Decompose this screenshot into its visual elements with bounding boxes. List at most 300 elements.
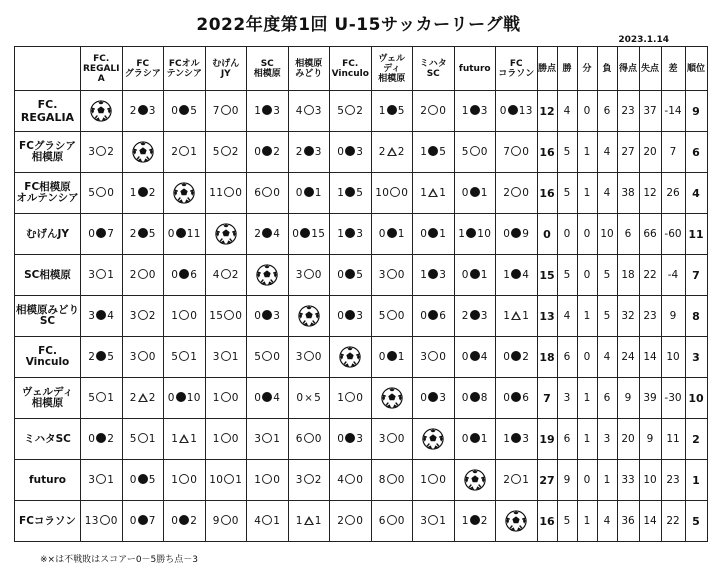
- win-mark: [345, 392, 355, 402]
- goals-against: 3: [522, 433, 530, 445]
- goals-for: 0: [503, 392, 511, 404]
- self-match-cell: [122, 132, 164, 173]
- goals-for: 3: [295, 351, 303, 363]
- stat-cell-分: 1: [577, 501, 597, 542]
- team-name-line: 相模原: [31, 397, 64, 409]
- goals-against: 2: [273, 146, 281, 158]
- goals-against: 0: [231, 392, 239, 404]
- loss-mark: [470, 515, 480, 525]
- win-mark: [221, 269, 231, 279]
- stat-cell-失点: 12: [639, 173, 661, 214]
- score-cell: [454, 255, 496, 296]
- win-mark: [179, 351, 189, 361]
- score-cell: [205, 378, 247, 419]
- column-header-line: コラソン: [498, 68, 535, 79]
- stat-cell-負: 6: [597, 378, 617, 419]
- goals-against: 3: [148, 105, 156, 117]
- goals-for: 1: [420, 269, 428, 281]
- score-cell: [330, 460, 372, 501]
- goals-for: 9: [212, 515, 220, 527]
- goals-against: 2: [190, 515, 198, 527]
- win-mark: [304, 269, 314, 279]
- score-cell: [288, 378, 330, 419]
- win-mark: [179, 474, 189, 484]
- goals-for: 0: [461, 269, 469, 281]
- goals-against: 1: [439, 228, 447, 240]
- stat-cell-失点: 14: [639, 501, 661, 542]
- goals-for: 5: [378, 310, 386, 322]
- stat-cell-負: 3: [597, 419, 617, 460]
- team-name-line: FCコラソン: [19, 514, 76, 527]
- draw-mark: [304, 516, 314, 525]
- goals-against: 1: [314, 515, 322, 527]
- goals-for: 0: [129, 515, 137, 527]
- goals-against: 0: [190, 474, 198, 486]
- win-mark: [428, 105, 438, 115]
- score-cell: [247, 214, 289, 255]
- loss-mark: [96, 310, 106, 320]
- team-name-line: ミハタSC: [24, 432, 71, 445]
- goals-for: 1: [171, 474, 179, 486]
- self-match-cell: [81, 91, 123, 132]
- loss-mark: [96, 228, 106, 238]
- goals-for: 4: [295, 105, 303, 117]
- loss-mark: [470, 187, 480, 197]
- team-name-line: FC.: [37, 98, 58, 111]
- goals-for: 0: [337, 433, 345, 445]
- stat-cell-差: 9: [661, 296, 685, 337]
- loss-mark: [179, 269, 189, 279]
- stat-cell-順位: 5: [685, 501, 707, 542]
- goals-for: 0: [171, 515, 179, 527]
- stat-cell-分: 1: [577, 296, 597, 337]
- goals-for: 1: [171, 310, 179, 322]
- column-header-line: ミハタ: [419, 58, 447, 69]
- loss-mark: [138, 105, 148, 115]
- goals-for: 0: [254, 146, 262, 158]
- loss-mark: [511, 269, 521, 279]
- team-name-cell: [15, 501, 81, 542]
- goals-for: 2: [129, 228, 137, 240]
- goals-for: 0: [167, 392, 175, 404]
- win-mark: [470, 146, 480, 156]
- score-cell: [496, 214, 538, 255]
- stat-cell-順位: 1: [685, 460, 707, 501]
- stat-cell-得点: 27: [617, 132, 639, 173]
- loss-mark: [387, 105, 397, 115]
- goals-for: 3: [420, 515, 428, 527]
- goals-against: 3: [480, 310, 488, 322]
- goals-against: 2: [522, 351, 530, 363]
- goals-against: 4: [273, 392, 281, 404]
- loss-mark: [138, 474, 148, 484]
- goals-for: 5: [88, 187, 96, 199]
- stat-cell-勝点: 16: [537, 173, 557, 214]
- score-cell: [371, 214, 413, 255]
- team-name-line: FC相模原: [24, 181, 71, 193]
- score-cell: [371, 132, 413, 173]
- column-header-7: [330, 47, 372, 91]
- goals-for: 0: [503, 228, 511, 240]
- goals-against: 5: [148, 228, 156, 240]
- self-match-cell: [164, 173, 206, 214]
- column-header-line: FC.: [342, 58, 359, 69]
- corner-cell: [15, 47, 81, 91]
- score-cell: [330, 132, 372, 173]
- goals-against: 2: [356, 105, 364, 117]
- soccer-ball-icon: [132, 141, 154, 163]
- goals-for: 2: [337, 515, 345, 527]
- team-name-cell: [15, 91, 81, 132]
- goals-for: 5: [212, 146, 220, 158]
- score-cell: [164, 255, 206, 296]
- goals-against: 9: [522, 228, 530, 240]
- stat-cell-得点: 23: [617, 91, 639, 132]
- goals-for: 1: [420, 474, 428, 486]
- win-mark: [262, 351, 272, 361]
- win-mark: [221, 105, 231, 115]
- goals-against: 5: [314, 392, 322, 404]
- goals-against: 0: [107, 187, 115, 199]
- goals-for: 0: [420, 228, 428, 240]
- score-cell: [413, 255, 455, 296]
- goals-against: 7: [148, 515, 156, 527]
- score-cell: [164, 91, 206, 132]
- score-cell: [81, 378, 123, 419]
- score-cell: [205, 296, 247, 337]
- loss-mark: [511, 392, 521, 402]
- goals-against: 3: [439, 269, 447, 281]
- stat-cell-勝: 6: [557, 419, 577, 460]
- goals-for: 0: [337, 310, 345, 322]
- stat-cell-負: 5: [597, 255, 617, 296]
- goals-against: 3: [480, 105, 488, 117]
- score-cell: [371, 337, 413, 378]
- score-cell: [205, 173, 247, 214]
- soccer-ball-icon: [505, 510, 527, 532]
- score-cell: [205, 460, 247, 501]
- team-name-line: SC相模原: [24, 268, 71, 281]
- goals-for: 0: [461, 433, 469, 445]
- score-cell: [164, 132, 206, 173]
- stat-header-7: 差: [661, 47, 685, 91]
- win-mark: [304, 351, 314, 361]
- goals-for: 0: [461, 187, 469, 199]
- goals-against: 2: [397, 146, 405, 158]
- score-cell: [371, 460, 413, 501]
- win-mark: [387, 310, 397, 320]
- goals-against: 0: [231, 433, 239, 445]
- stat-cell-失点: 20: [639, 132, 661, 173]
- self-match-cell: [330, 337, 372, 378]
- table-row: [15, 501, 708, 542]
- loss-mark: [345, 187, 355, 197]
- team-name-line: futuro: [29, 473, 66, 486]
- goals-against: 1: [397, 351, 405, 363]
- column-header-line: 相模原: [253, 68, 281, 79]
- column-header-6: [288, 47, 330, 91]
- goals-for: 3: [129, 351, 137, 363]
- win-mark: [138, 433, 148, 443]
- goals-against: 2: [231, 269, 239, 281]
- loss-mark: [176, 392, 186, 402]
- stat-cell-勝点: 19: [537, 419, 557, 460]
- loss-mark: [387, 351, 397, 361]
- stat-cell-得点: 38: [617, 173, 639, 214]
- goals-against: 2: [231, 146, 239, 158]
- stat-cell-勝: 5: [557, 173, 577, 214]
- goals-against: 3: [356, 228, 364, 240]
- stat-cell-分: 1: [577, 378, 597, 419]
- win-mark: [390, 187, 400, 197]
- score-cell: [371, 173, 413, 214]
- loss-mark: [466, 228, 476, 238]
- column-header-line: FCオル: [168, 58, 200, 69]
- score-cell: [288, 255, 330, 296]
- score-cell: [164, 214, 206, 255]
- loss-mark: [304, 187, 314, 197]
- soccer-ball-icon: [422, 428, 444, 450]
- date-label: 2023.1.14: [618, 35, 669, 45]
- score-cell: [330, 91, 372, 132]
- stat-cell-失点: 23: [639, 296, 661, 337]
- soccer-ball-icon: [464, 469, 486, 491]
- goals-for: 0: [378, 228, 386, 240]
- goals-against: 2: [148, 310, 156, 322]
- goals-against: 0: [231, 105, 239, 117]
- score-cell: [81, 296, 123, 337]
- score-cell: [454, 419, 496, 460]
- score-cell: [122, 378, 164, 419]
- goals-for: 6: [295, 433, 303, 445]
- goals-for: 3: [88, 474, 96, 486]
- goals-for: 1: [129, 187, 137, 199]
- goals-against: 3: [273, 310, 281, 322]
- column-header-11: [496, 47, 538, 91]
- score-cell: [496, 460, 538, 501]
- stat-cell-失点: 37: [639, 91, 661, 132]
- goals-against: 1: [480, 269, 488, 281]
- win-mark: [179, 310, 189, 320]
- score-cell: [247, 378, 289, 419]
- score-cell: [205, 255, 247, 296]
- goals-for: 0: [292, 228, 300, 240]
- column-header-line: ディ: [383, 63, 401, 74]
- goals-against: 15: [311, 228, 326, 240]
- goals-against: 2: [148, 187, 156, 199]
- soccer-ball-icon: [381, 387, 403, 409]
- stat-cell-失点: 10: [639, 460, 661, 501]
- goals-against: 0: [273, 474, 281, 486]
- loss-mark: [428, 228, 438, 238]
- score-cell: [122, 173, 164, 214]
- goals-for: 1: [295, 515, 303, 527]
- loss-mark: [345, 228, 355, 238]
- stat-cell-負: 4: [597, 132, 617, 173]
- stat-cell-勝: 3: [557, 378, 577, 419]
- score-cell: [247, 419, 289, 460]
- score-cell: [81, 132, 123, 173]
- draw-mark: [428, 188, 438, 197]
- goals-against: 0: [235, 310, 243, 322]
- score-cell: [413, 173, 455, 214]
- score-cell: [454, 132, 496, 173]
- win-mark: [345, 515, 355, 525]
- goals-against: 0: [397, 310, 405, 322]
- goals-for: 1: [337, 392, 345, 404]
- stat-header-3: 分: [577, 47, 597, 91]
- goals-for: 1: [254, 474, 262, 486]
- stat-cell-失点: 66: [639, 214, 661, 255]
- win-mark: [96, 146, 106, 156]
- win-mark: [345, 474, 355, 484]
- win-mark: [96, 187, 106, 197]
- goals-against: 1: [235, 474, 243, 486]
- goals-against: 1: [273, 515, 281, 527]
- goals-against: 0: [397, 474, 405, 486]
- self-match-cell: [205, 214, 247, 255]
- stat-cell-順位: 10: [685, 378, 707, 419]
- loss-mark: [345, 310, 355, 320]
- score-cell: [205, 132, 247, 173]
- goals-against: 5: [356, 187, 364, 199]
- soccer-ball-icon: [256, 264, 278, 286]
- goals-against: 1: [314, 187, 322, 199]
- stat-cell-得点: 9: [617, 378, 639, 419]
- goals-against: 5: [148, 474, 156, 486]
- score-cell: [413, 501, 455, 542]
- score-cell: [81, 255, 123, 296]
- stat-cell-勝点: 7: [537, 378, 557, 419]
- column-header-line: JY: [220, 68, 231, 79]
- score-cell: [413, 296, 455, 337]
- goals-against: 1: [190, 146, 198, 158]
- goals-against: 13: [518, 105, 533, 117]
- score-cell: [454, 173, 496, 214]
- goals-against: 6: [522, 392, 530, 404]
- goals-against: 5: [397, 105, 405, 117]
- goals-against: 0: [401, 187, 409, 199]
- win-mark: [428, 515, 438, 525]
- team-name-line: むげんJY: [25, 227, 69, 240]
- score-cell: [454, 91, 496, 132]
- team-name-cell: [15, 378, 81, 419]
- table-row: [15, 214, 708, 255]
- loss-mark: [179, 105, 189, 115]
- goals-for: 0: [337, 269, 345, 281]
- goals-for: 3: [129, 310, 137, 322]
- self-match-cell: [371, 378, 413, 419]
- goals-for: 3: [212, 351, 220, 363]
- column-header-10: [454, 47, 496, 91]
- score-cell: [288, 91, 330, 132]
- stat-cell-負: 10: [597, 214, 617, 255]
- stat-cell-差: -4: [661, 255, 685, 296]
- goals-for: 8: [378, 474, 386, 486]
- goals-for: 1: [212, 392, 220, 404]
- goals-for: 3: [254, 433, 262, 445]
- stat-cell-分: 0: [577, 255, 597, 296]
- loss-mark: [387, 228, 397, 238]
- score-cell: [371, 296, 413, 337]
- goals-for: 0: [337, 146, 345, 158]
- score-cell: [247, 296, 289, 337]
- score-cell: [288, 419, 330, 460]
- column-header-line: SC: [426, 68, 440, 79]
- score-cell: [496, 132, 538, 173]
- score-cell: [413, 132, 455, 173]
- loss-mark: [345, 269, 355, 279]
- stat-cell-差: -60: [661, 214, 685, 255]
- win-mark: [511, 474, 521, 484]
- win-mark: [221, 392, 231, 402]
- team-name-cell: [15, 255, 81, 296]
- stat-cell-勝点: 0: [537, 214, 557, 255]
- goals-against: 1: [107, 392, 115, 404]
- soccer-ball-icon: [339, 346, 361, 368]
- score-cell: [164, 378, 206, 419]
- win-mark: [138, 269, 148, 279]
- stat-cell-分: 0: [577, 91, 597, 132]
- score-cell: [371, 255, 413, 296]
- score-cell: [122, 214, 164, 255]
- score-cell: [330, 501, 372, 542]
- goals-for: 1: [461, 105, 469, 117]
- goals-for: 3: [88, 146, 96, 158]
- goals-against: 2: [314, 474, 322, 486]
- win-mark: [221, 515, 231, 525]
- goals-for: 5: [337, 105, 345, 117]
- goals-for: 0: [295, 187, 303, 199]
- score-cell: [164, 419, 206, 460]
- column-header-2: [122, 47, 164, 91]
- stat-cell-順位: 8: [685, 296, 707, 337]
- goals-for: 3: [420, 351, 428, 363]
- goals-against: 0: [356, 515, 364, 527]
- table-row: [15, 173, 708, 214]
- team-name-cell: [15, 419, 81, 460]
- score-cell: [247, 91, 289, 132]
- loss-mark: [428, 269, 438, 279]
- score-cell: [371, 501, 413, 542]
- self-match-cell: [413, 419, 455, 460]
- goals-for: 5: [254, 351, 262, 363]
- page-title: 2022年度第1回 U-15サッカーリーグ戦: [196, 15, 521, 35]
- loss-mark: [179, 515, 189, 525]
- score-cell: [413, 214, 455, 255]
- goals-for: 0: [420, 310, 428, 322]
- loss-mark: [511, 433, 521, 443]
- goals-against: 1: [107, 269, 115, 281]
- goals-against: 3: [314, 105, 322, 117]
- score-cell: [247, 132, 289, 173]
- goals-against: 6: [190, 269, 198, 281]
- stat-cell-勝: 6: [557, 337, 577, 378]
- loss-mark: [511, 351, 521, 361]
- loss-mark: [508, 105, 518, 115]
- goals-against: 2: [480, 515, 488, 527]
- win-mark: [262, 515, 272, 525]
- goals-for: 3: [88, 269, 96, 281]
- stat-cell-負: 5: [597, 296, 617, 337]
- loss-mark: [262, 146, 272, 156]
- stat-cell-負: 1: [597, 460, 617, 501]
- win-mark: [428, 351, 438, 361]
- score-cell: [122, 91, 164, 132]
- column-header-line: グラシア: [124, 68, 161, 79]
- stat-cell-勝点: 15: [537, 255, 557, 296]
- loss-mark: [428, 392, 438, 402]
